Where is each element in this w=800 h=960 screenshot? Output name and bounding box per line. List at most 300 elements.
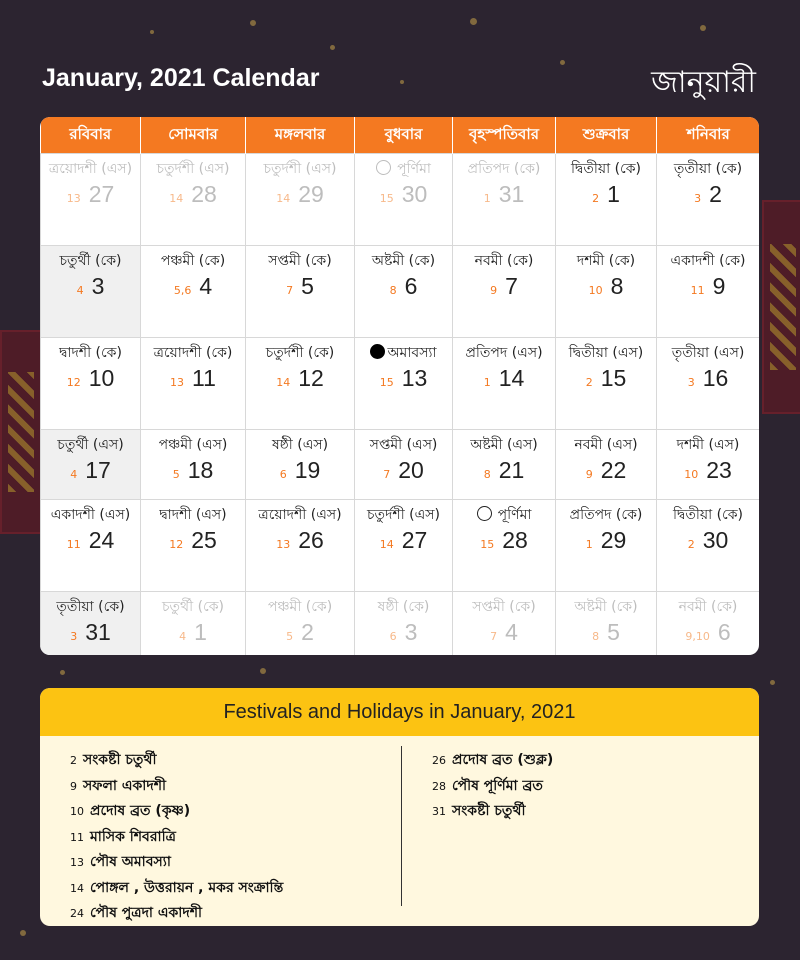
day-number-line	[694, 181, 722, 208]
tithi-label	[471, 252, 538, 271]
calendar-week-row	[41, 154, 760, 246]
tithi-label	[157, 252, 229, 271]
day-number-line	[174, 273, 212, 300]
date-number: 17	[85, 457, 111, 483]
calendar-day-cell[interactable]	[141, 338, 246, 430]
festivals-title: Festivals and Holidays in January, 2021	[40, 688, 759, 736]
calendar-day-cell[interactable]	[657, 500, 760, 592]
tithi-label	[150, 344, 237, 363]
weekday-header: সোমবার	[141, 117, 246, 154]
calendar-day-cell[interactable]	[41, 500, 141, 592]
tithi-text: ত্রয়োদশী (এস)	[48, 161, 133, 177]
calendar-table	[40, 117, 759, 655]
date-number: 6	[404, 273, 418, 299]
tithi-number: 3	[70, 630, 78, 643]
tithi-label	[363, 506, 444, 525]
tithi-label	[268, 436, 332, 455]
tithi-number: 13	[66, 192, 81, 205]
calendar-day-cell[interactable]	[556, 500, 657, 592]
tithi-label	[55, 344, 126, 363]
tithi-label	[374, 598, 434, 617]
calendar-day-cell[interactable]	[556, 154, 657, 246]
date-number: 21	[498, 457, 525, 483]
tithi-text: একাদশী (এস)	[50, 507, 131, 523]
tithi-number: 8	[389, 284, 397, 297]
tithi-text: ষষ্ঠী (কে)	[377, 599, 430, 615]
weekday-header: বৃহস্পতিবার	[453, 117, 556, 154]
date-number: 15	[600, 365, 627, 391]
calendar-grid	[40, 117, 759, 655]
day-number-line	[276, 365, 324, 392]
tithi-number: 2	[592, 192, 600, 205]
tithi-text: দশমী (কে)	[576, 253, 636, 269]
calendar-day-cell[interactable]	[246, 338, 355, 430]
tithi-label	[570, 436, 641, 455]
date-number: 27	[401, 527, 428, 553]
day-number-line	[592, 181, 620, 208]
festival-date: 2	[70, 754, 77, 767]
tithi-label	[570, 598, 641, 617]
day-number-line	[688, 365, 729, 392]
calendar-day-cell[interactable]	[246, 500, 355, 592]
sparkle	[400, 80, 404, 84]
festival-name: পৌষ অমাবস্যা	[90, 854, 171, 870]
festival-date: 10	[70, 805, 84, 818]
tithi-text: ত্রয়োদশী (কে)	[153, 345, 233, 361]
tithi-number: 7	[383, 468, 391, 481]
festival-name: পৌষ পুত্রদা একাদশী	[90, 905, 203, 921]
tithi-number: 5,6	[173, 284, 192, 297]
tithi-number: 13	[170, 376, 185, 389]
tithi-text: প্রতিপদ (কে)	[569, 507, 643, 523]
festival-date: 9	[70, 779, 77, 793]
calendar-day-cell[interactable]	[141, 430, 246, 500]
day-number-line	[169, 181, 217, 208]
tithi-text: দশমী (এস)	[676, 437, 740, 453]
date-number: 2	[709, 181, 722, 207]
tithi-text: পূর্ণিমা	[397, 161, 431, 177]
date-number: 28	[502, 527, 528, 553]
festival-item	[70, 825, 283, 851]
tithi-label	[155, 506, 230, 525]
tithi-label	[675, 598, 742, 617]
date-number: 3	[404, 619, 418, 645]
tithi-text: অষ্টমী (কে)	[371, 253, 436, 269]
calendar-day-cell[interactable]	[41, 430, 141, 500]
tithi-label	[53, 436, 127, 455]
date-number: 5	[301, 273, 314, 299]
festival-date: 26	[432, 754, 446, 767]
calendar-day-cell[interactable]	[657, 592, 760, 656]
tithi-label	[368, 252, 439, 271]
tithi-number: 10	[588, 284, 603, 297]
calendar-day-cell[interactable]	[141, 592, 246, 656]
tithi-label	[52, 598, 128, 617]
day-number-line	[276, 181, 324, 208]
day-number-line	[484, 181, 525, 208]
tithi-text: সপ্তমী (কে)	[268, 253, 332, 269]
tithi-number: 14	[276, 376, 291, 389]
sparkle	[260, 668, 266, 674]
tithi-text: তৃতীয়া (কে)	[56, 599, 125, 615]
tithi-text: তৃতীয়া (কে)	[673, 161, 743, 177]
tithi-number: 3	[687, 376, 695, 389]
tithi-number: 2	[585, 376, 593, 389]
tithi-label	[667, 252, 750, 271]
tithi-number: 15	[379, 376, 394, 389]
tithi-number: 14	[276, 192, 291, 205]
date-number: 3	[91, 273, 105, 299]
tithi-text: তৃতীয়া (এস)	[671, 345, 745, 361]
tithi-number: 5	[286, 630, 294, 643]
calendar-day-cell[interactable]	[556, 246, 657, 338]
day-number-line	[490, 619, 518, 646]
calendar-day-cell[interactable]	[246, 592, 355, 656]
tithi-number: 14	[379, 538, 394, 551]
calendar-day-cell[interactable]	[355, 500, 453, 592]
calendar-day-cell[interactable]	[246, 430, 355, 500]
tithi-text: দ্বিতীয়া (কে)	[571, 161, 641, 177]
date-number: 19	[294, 457, 321, 483]
tithi-label	[573, 252, 639, 271]
sparkle	[560, 60, 565, 65]
date-number: 22	[600, 457, 627, 483]
calendar-day-cell[interactable]	[453, 154, 556, 246]
calendar-day-cell[interactable]	[41, 154, 141, 246]
festivals-list	[40, 736, 759, 926]
tithi-text: প্রতিপদ (কে)	[467, 161, 541, 177]
weekday-header-row	[41, 117, 760, 154]
calendar-day-cell[interactable]	[141, 246, 246, 338]
tithi-label	[567, 160, 645, 179]
tithi-label	[669, 506, 747, 525]
day-number-line	[67, 527, 115, 554]
day-number-line	[684, 457, 732, 484]
tithi-label	[566, 506, 647, 525]
festival-date: 24	[70, 907, 84, 920]
tithi-number: 12	[66, 376, 81, 389]
tithi-text: নবমী (এস)	[574, 437, 638, 453]
day-number-line	[586, 527, 627, 554]
tithi-text: সপ্তমী (এস)	[369, 437, 438, 453]
date-number: 1	[194, 619, 207, 645]
calendar-week-row	[41, 338, 760, 430]
date-number: 14	[498, 365, 525, 391]
festival-date: 13	[70, 856, 84, 869]
day-number-line	[170, 365, 216, 392]
festivals-panel	[40, 688, 759, 926]
weekday-header: মঙ্গলবার	[246, 117, 355, 154]
tithi-number: 9,10	[685, 630, 710, 643]
date-number: 13	[401, 365, 428, 391]
tithi-label	[464, 160, 545, 179]
calendar-day-cell[interactable]	[556, 338, 657, 430]
tithi-text: দ্বাদশী (কে)	[59, 345, 122, 361]
tithi-number: 14	[169, 192, 184, 205]
tithi-text: চতুর্দশী (এস)	[263, 161, 337, 177]
day-number-line	[688, 527, 729, 554]
day-number-line	[484, 457, 525, 484]
day-number-line	[383, 457, 424, 484]
calendar-day-cell[interactable]	[453, 338, 556, 430]
sparkle	[770, 680, 775, 685]
tithi-number: 13	[276, 538, 291, 551]
tithi-number: 15	[379, 192, 394, 205]
sparkle	[470, 18, 477, 25]
tithi-label	[673, 436, 744, 455]
date-number: 31	[498, 181, 525, 207]
weekday-header: রবিবার	[41, 117, 141, 154]
calendar-day-cell[interactable]	[556, 592, 657, 656]
day-number-line	[586, 365, 627, 392]
tithi-text: চতুর্থী (এস)	[57, 437, 124, 453]
festivals-right-column	[432, 748, 553, 825]
tithi-number: 8	[592, 630, 600, 643]
calendar-day-cell[interactable]	[41, 338, 141, 430]
tithi-label	[264, 252, 335, 271]
bengali-month-title: জানুয়ারী	[651, 65, 756, 100]
festival-item	[432, 799, 553, 825]
calendar-week-row	[41, 430, 760, 500]
tithi-text: চতুর্দশী (কে)	[265, 345, 335, 361]
calendar-day-cell[interactable]	[657, 430, 760, 500]
day-number-line	[380, 527, 428, 554]
day-number-line	[490, 273, 518, 300]
festival-date: 28	[432, 779, 446, 793]
festival-name: সংকষ্টী চতুর্থী	[83, 752, 157, 768]
day-number-line	[173, 457, 214, 484]
tithi-text: পঞ্চমী (এস)	[158, 437, 228, 453]
festival-name: সংকষ্টী চতুর্থী	[452, 803, 526, 819]
calendar-day-cell[interactable]	[355, 338, 453, 430]
tithi-number: 1	[483, 376, 491, 389]
festival-item	[70, 876, 283, 902]
calendar-week-row	[41, 246, 760, 338]
sparkle	[330, 45, 335, 50]
day-number-line	[286, 619, 314, 646]
date-number: 30	[401, 181, 428, 207]
tithi-number: 6	[279, 468, 287, 481]
weekday-header: শনিবার	[657, 117, 760, 154]
column-divider	[401, 746, 402, 906]
calendar-day-cell[interactable]	[355, 592, 453, 656]
date-number: 6	[717, 619, 731, 645]
weekday-header: শুক্রবার	[556, 117, 657, 154]
new-moon-icon	[370, 344, 385, 359]
date-number: 25	[191, 527, 217, 553]
date-number: 27	[88, 181, 115, 207]
tithi-number: 4	[179, 630, 187, 643]
tithi-number: 8	[483, 468, 491, 481]
tithi-text: চতুর্থী (কে)	[162, 599, 224, 615]
tithi-label	[155, 436, 232, 455]
sparkle	[250, 20, 256, 26]
festivals-left-column	[70, 748, 283, 926]
tithi-label	[262, 344, 339, 363]
calendar-day-cell[interactable]	[41, 246, 141, 338]
day-number-line	[380, 181, 428, 208]
festival-date: 31	[432, 805, 446, 818]
calendar-day-cell[interactable]	[355, 154, 453, 246]
day-number-line	[586, 457, 627, 484]
calendar-day-cell[interactable]	[355, 246, 453, 338]
tithi-label	[47, 506, 134, 525]
calendar-day-cell[interactable]	[453, 246, 556, 338]
calendar-day-cell[interactable]	[141, 154, 246, 246]
tithi-text: নবমী (কে)	[678, 599, 738, 615]
tithi-text: পঞ্চমী (কে)	[160, 253, 226, 269]
tithi-text: চতুর্দশী (এস)	[156, 161, 230, 177]
tithi-label	[668, 344, 749, 363]
day-number-line	[685, 619, 730, 646]
day-number-line	[589, 273, 624, 300]
tithi-number: 3	[694, 192, 702, 205]
date-number: 23	[706, 457, 732, 483]
tithi-label	[260, 160, 341, 179]
tithi-label	[565, 344, 647, 363]
date-number: 11	[192, 365, 216, 391]
full-moon-icon	[376, 160, 391, 175]
festival-item	[432, 774, 553, 800]
tithi-number: 4	[70, 468, 78, 481]
date-number: 8	[610, 273, 624, 299]
date-number: 16	[702, 365, 729, 391]
day-number-line	[390, 619, 418, 646]
sparkle	[700, 25, 706, 31]
tithi-number: 10	[684, 468, 699, 481]
weekday-header: বুধবার	[355, 117, 453, 154]
calendar-day-cell[interactable]	[453, 500, 556, 592]
tithi-label	[56, 252, 126, 271]
tithi-text: চতুর্থী (কে)	[59, 253, 122, 269]
tithi-text: প্রতিপদ (এস)	[465, 345, 543, 361]
date-number: 24	[88, 527, 115, 553]
tithi-label	[461, 344, 546, 363]
date-number: 10	[88, 365, 115, 391]
tithi-number: 4	[76, 284, 84, 297]
tithi-text: নবমী (কে)	[474, 253, 534, 269]
day-number-line	[169, 527, 217, 554]
page-title: January, 2021 Calendar	[42, 64, 320, 92]
tithi-text: সপ্তমী (কে)	[472, 599, 536, 615]
day-number-line	[67, 365, 115, 392]
tithi-text: ত্রয়োদশী (এস)	[258, 507, 342, 523]
date-number: 29	[298, 181, 324, 207]
day-number-line	[691, 273, 726, 300]
tithi-label	[372, 160, 435, 179]
date-number: 18	[187, 457, 214, 483]
day-number-line	[390, 273, 418, 300]
lantern-decoration	[762, 200, 800, 414]
date-number: 4	[505, 619, 518, 645]
tithi-number: 7	[286, 284, 294, 297]
tithi-label	[264, 598, 336, 617]
calendar-day-cell[interactable]	[453, 592, 556, 656]
tithi-number: 15	[480, 538, 495, 551]
tithi-label	[153, 160, 234, 179]
tithi-label	[466, 436, 542, 455]
tithi-number: 1	[483, 192, 491, 205]
tithi-number: 5	[172, 468, 180, 481]
sparkle	[150, 30, 154, 34]
tithi-number: 12	[169, 538, 184, 551]
tithi-text: ষষ্ঠী (এস)	[271, 437, 329, 453]
festival-name: মাসিক শিবরাত্রি	[90, 828, 176, 845]
festival-item	[70, 850, 283, 876]
tithi-number: 11	[66, 538, 81, 551]
day-number-line	[380, 365, 428, 392]
festival-item	[70, 901, 283, 926]
tithi-text: দ্বিতীয়া (কে)	[673, 507, 743, 523]
date-number: 30	[702, 527, 729, 553]
date-number: 9	[712, 273, 726, 299]
festival-name: প্রদোষ ব্রত (শুক্ল)	[452, 752, 554, 768]
calendar-day-cell[interactable]	[355, 430, 453, 500]
calendar-day-cell[interactable]	[556, 430, 657, 500]
festival-date: 11	[70, 830, 84, 844]
festival-item	[432, 748, 553, 774]
festival-item	[70, 774, 283, 800]
calendar-day-cell[interactable]	[246, 154, 355, 246]
day-number-line	[280, 457, 321, 484]
tithi-label	[45, 160, 136, 179]
tithi-number: 1	[585, 538, 593, 551]
tithi-number: 9	[585, 468, 593, 481]
tithi-label	[158, 598, 228, 617]
day-number-line	[480, 527, 528, 554]
calendar-week-row	[41, 500, 760, 592]
calendar-week-row	[41, 592, 760, 656]
day-number-line	[70, 619, 111, 646]
tithi-label	[670, 160, 746, 179]
tithi-text: চতুর্দশী (এস)	[367, 507, 440, 523]
day-number-line	[77, 273, 105, 300]
tithi-number: 2	[687, 538, 695, 551]
date-number: 12	[298, 365, 324, 391]
day-number-line	[276, 527, 324, 554]
tithi-text: অষ্টমী (এস)	[470, 437, 538, 453]
festival-item	[70, 799, 283, 825]
calendar-day-cell[interactable]	[657, 338, 760, 430]
date-number: 31	[85, 619, 111, 645]
tithi-text: পূর্ণিমা	[497, 507, 532, 523]
date-number: 20	[398, 457, 424, 483]
calendar-day-cell[interactable]	[657, 246, 760, 338]
date-number: 29	[600, 527, 627, 553]
festival-item	[70, 748, 283, 774]
tithi-label	[254, 506, 345, 525]
date-number: 7	[505, 273, 518, 299]
calendar-day-cell[interactable]	[246, 246, 355, 338]
calendar-day-cell[interactable]	[657, 154, 760, 246]
date-number: 1	[607, 181, 620, 207]
tithi-label	[468, 598, 539, 617]
tithi-number: 11	[690, 284, 705, 297]
day-number-line	[70, 457, 111, 484]
day-number-line	[484, 365, 525, 392]
calendar-day-cell[interactable]	[41, 592, 141, 656]
tithi-text: পঞ্চমী (কে)	[267, 599, 333, 615]
tithi-label	[366, 436, 442, 455]
tithi-number: 6	[389, 630, 397, 643]
tithi-text: অষ্টমী (কে)	[574, 599, 638, 615]
calendar-day-cell[interactable]	[141, 500, 246, 592]
day-number-line	[592, 619, 620, 646]
date-number: 2	[301, 619, 314, 645]
calendar-day-cell[interactable]	[453, 430, 556, 500]
sparkle	[20, 930, 26, 936]
festival-name: পৌষ পূর্ণিমা ব্রত	[452, 777, 543, 794]
